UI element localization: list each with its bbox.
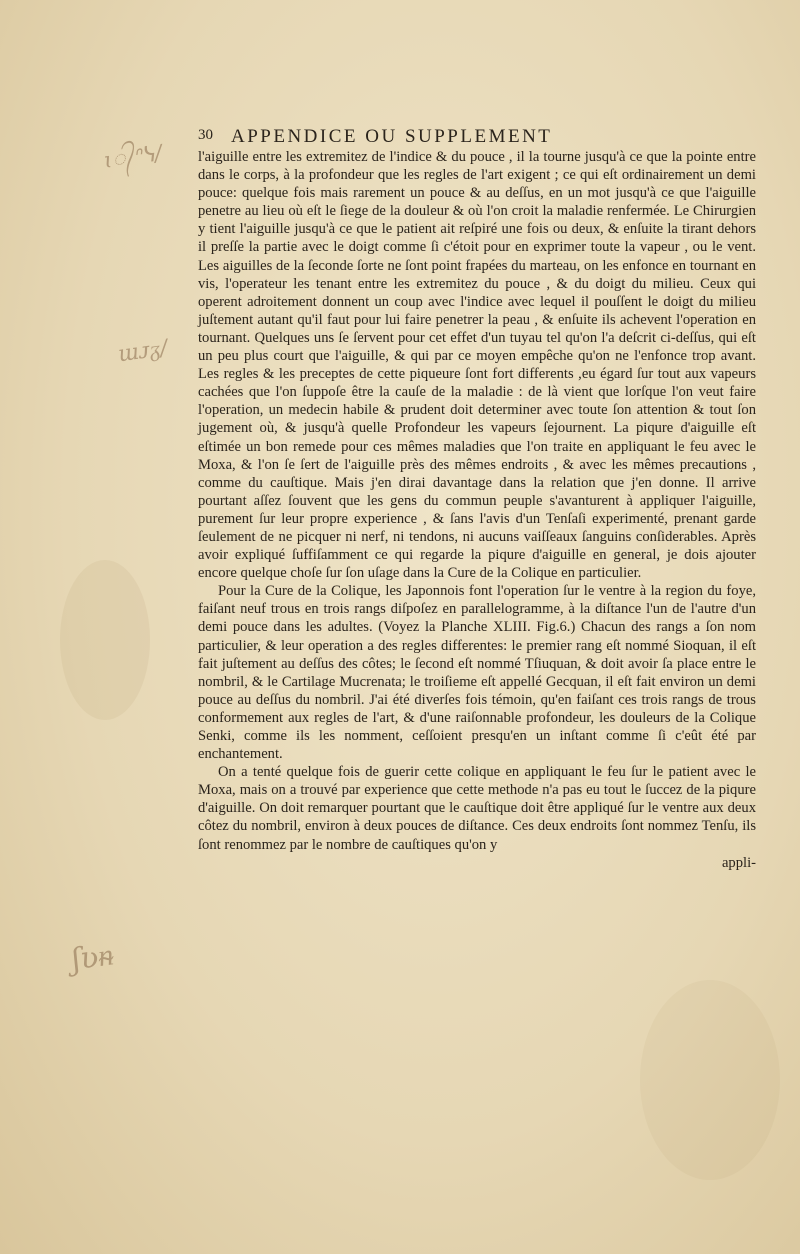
- paragraph: l'aiguille entre les extremitez de l'indice & du pouce , il la tourne jusqu'à ce que la pointe entre dans le corps, à la profondeur que les regles de l'art exigent ; ce qui eſt ordinairement un demi pouce: quelque fois mais rarement un pouce & au deſſus, en un mot jusqu'à ce que l'aiguille penetre au lieu où eſt le ſiege de la douleur & où l'on croit la maladie renfermée. Le Chirurgien y tient l'aiguille jusqu'à ce que le patient ait reſpiré une fois ou deux, & enſuite la tirant dehors il preſſe la partie avec le doigt comme ſi c'étoit pour en exprimer toute la vapeur , ou le vent. Les aiguilles de la ſeconde ſorte ne ſont point frapées du marteau, on les enfonce en tournant en vis, l'operateur les tenant entre les extremitez du pouce , & du doigt du milieu. Ceux qui operent adroitement donnent un coup avec l'indice avec lequel il pouſſent le doigt du milieu juſtement autant qu'il faut pour lui faire penetrer la peau , & enſuite ils achevent l'operation en tournant. Quelques uns ſe ſervent pour cet effet d'un tuyau tel qu'on l'a deſcrit ci-deſſus, qui eſt un peu plus court que l'aiguille, & qui par ce moyen empêche qu'on ne l'enfonce trop avant. Les regles & les preceptes de cette piqueure ſont fort differents ,eu égard ſur tout aux vapeurs cachées que l'on ſuppoſe être la cauſe de la maladie : de là vient que lorſque l'on veut faire l'operation, un medecin habile & prudent doit determiner avec toute ſon attention & tout ſon jugement où, & jusqu'à quelle Profondeur les vapeurs ſejournent. La piqure d'aiguille eſt eſtimée un bon remede pour ces mêmes maladies que l'on traite en appliquant le feu avec le Moxa, & l'on ſe ſert de l'aiguille près des mêmes endroits , & avec les mêmes precautions , comme du cauſtique. Mais j'en dirai davantage dans la relation que j'en donne. Il arrive pourtant aſſez ſouvent que les gens du commun peuple s'avanturent à appliquer l'aiguille, purement ſur leur propre experience , & ſans l'avis d'un Tenſaſi experimenté, prenant garde ſeulement de ne picquer ni nerf, ni tendons, ni aucuns vaiſſeaux ſanguins conſiderables. Après avoir expliqué ſuffiſamment ce qui regarde la piqure d'aiguille en general, je dois ajouter encore quelque choſe ſur ſon uſage dans la Cure de la Colique en particulier.: [198, 149, 756, 582]
- catchword: appli-: [721, 854, 756, 871]
- paragraph: On a tenté quelque fois de guerir cette colique en appliquant le feu ſur le patient avec le Moxa, mais on a trouvé par experience que cette methode n'a pas eu tout le ſuccez de la piqure d'aiguille. On doit remarquer pourtant que le cauſtique doit être appliqué ſur le ventre aux deux côtez du nombril, environ à deux pouces de diſtance. Ces deux endroits ſont nommez Tenſu, ils ſont renommez par le nombre de cauſtiques qu'on y: [198, 764, 756, 853]
- margin-annotation: ɯᴊᵹ/: [116, 335, 170, 368]
- page-number: 30: [198, 127, 213, 143]
- margin-annotation: ɩ᭄ᐢᓭ/: [102, 141, 164, 174]
- paper-stain: [60, 560, 150, 720]
- paragraph: Pour la Cure de la Colique, les Japonnois font l'operation ſur le ventre à la region du foye, faiſant neuf trous en trois rangs diſpoſez en parallelogramme, à la diſtance l'un de l'autre d'un demi pouce dans les adultes. (Voyez la Planche XLIII. Fig.6.) Chacun des rangs a ſon nom particulier, & leur operation a des regles differentes: le premier rang eſt nommé Sioquan, il eſt fait juſtement au deſſus des côtes; le ſecond eſt nommé Tſiuquan, & doit avoir ſa place entre le nombril, & le Cartilage Mucrenata; le troiſieme eſt appellé Gecquan, il eſt fait environ un demi pouce au deſſus du nombril. J'ai été diverſes fois témoin, qu'en faiſant ces trois rangs de trous conformement aux regles de l'art, & d'une raiſonnable profondeur, les douleurs de la Colique Senki, comme ils les nomment, ceſſoient presqu'en un inſtant comme ſi c'eût été par enchantement.: [198, 583, 756, 763]
- margin-annotation: ʃʋᵰ: [69, 937, 116, 978]
- paper-stain: [640, 980, 780, 1180]
- running-title: APPENDICE OU SUPPLEMENT: [231, 126, 553, 147]
- body-text: [198, 148, 756, 872]
